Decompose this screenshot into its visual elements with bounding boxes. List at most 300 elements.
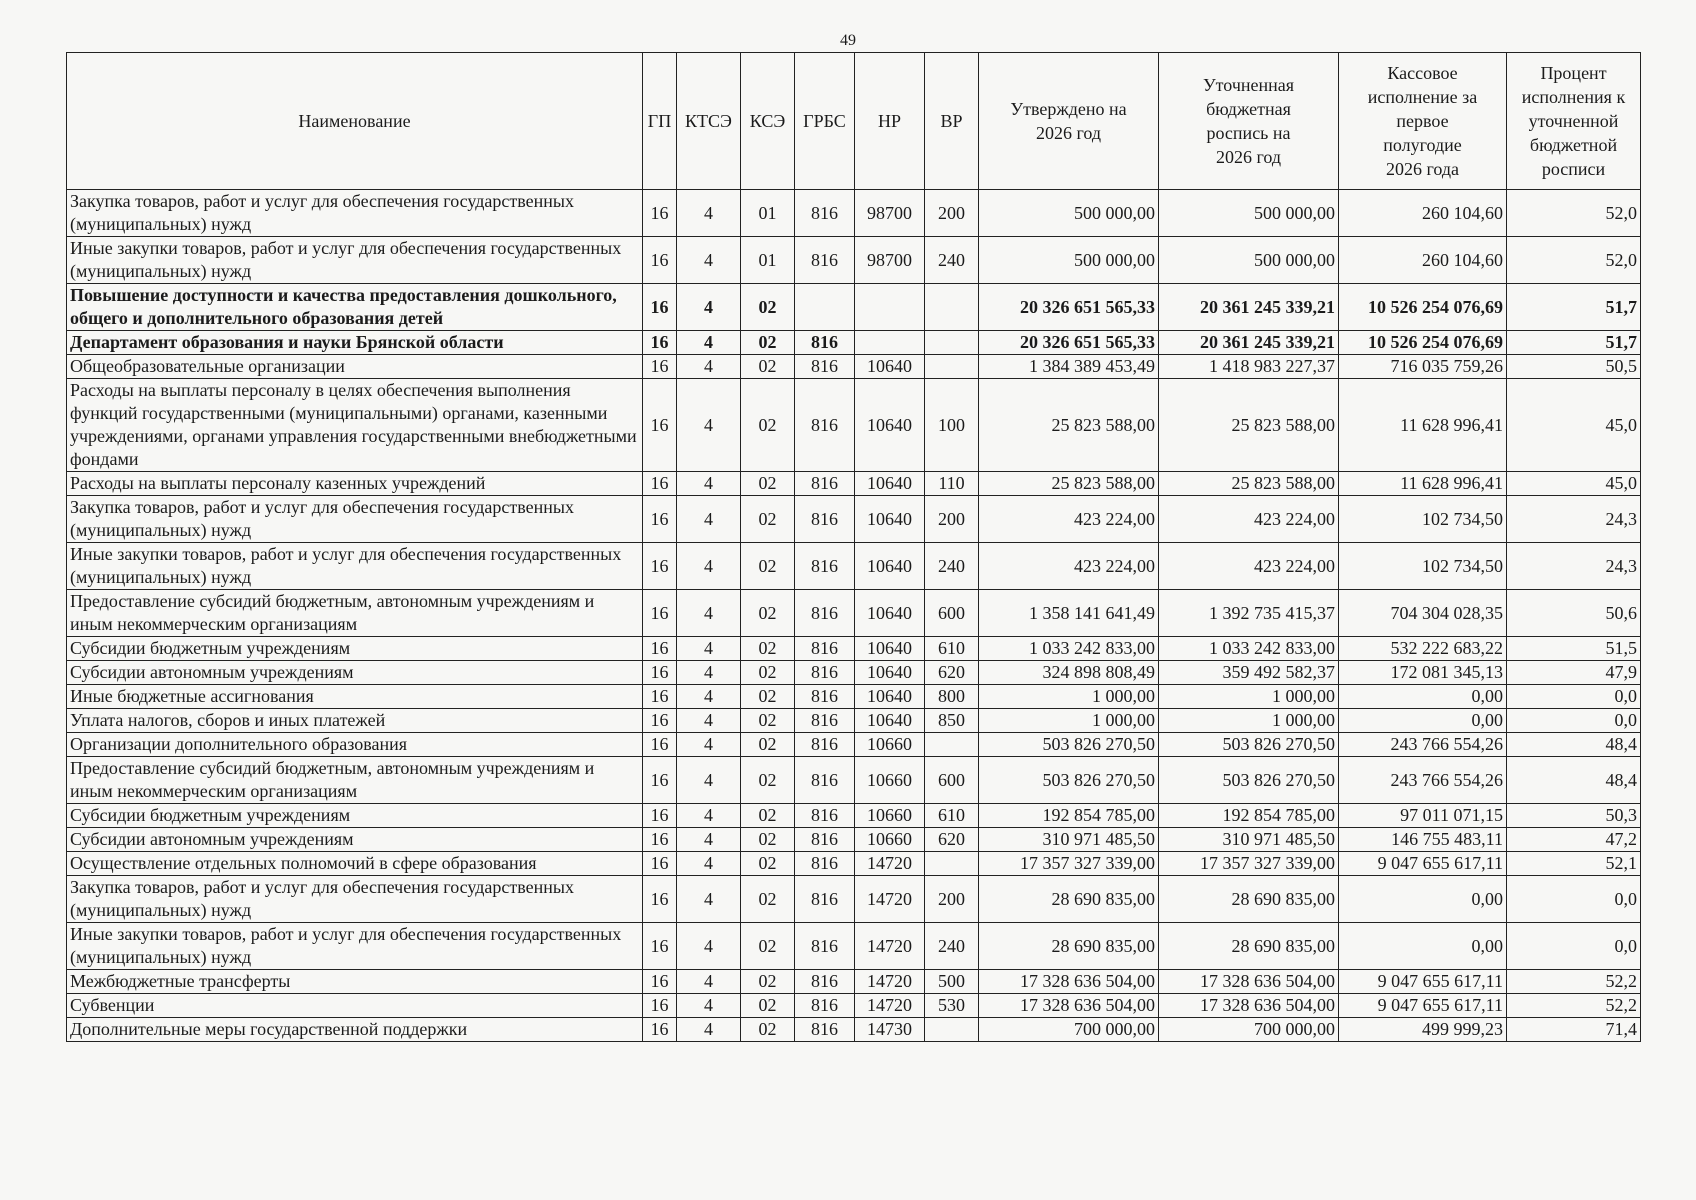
table-row bbox=[67, 496, 1641, 543]
table-row bbox=[67, 733, 1641, 757]
cell-name: Субсидии автономным учреждениям bbox=[67, 828, 643, 852]
table-row bbox=[67, 355, 1641, 379]
cell-grbs: 816 bbox=[795, 685, 855, 709]
cell-nr: 10640 bbox=[855, 379, 925, 472]
cell-grbs: 816 bbox=[795, 828, 855, 852]
cell-nr: 14720 bbox=[855, 876, 925, 923]
cell-cash: 9 047 655 617,11 bbox=[1339, 994, 1507, 1018]
cell-refined: 500 000,00 bbox=[1159, 190, 1339, 237]
cell-name: Повышение доступности и качества предоставления дошкольного, общего и дополнительного образования детей bbox=[67, 284, 643, 331]
cell-refined: 17 328 636 504,00 bbox=[1159, 994, 1339, 1018]
header-grbs: ГРБС bbox=[795, 53, 855, 190]
cell-gp: 16 bbox=[643, 379, 677, 472]
cell-approved: 25 823 588,00 bbox=[979, 379, 1159, 472]
cell-grbs: 816 bbox=[795, 661, 855, 685]
cell-percent: 52,0 bbox=[1507, 190, 1641, 237]
cell-gp: 16 bbox=[643, 970, 677, 994]
cell-kse: 02 bbox=[741, 994, 795, 1018]
cell-grbs: 816 bbox=[795, 923, 855, 970]
cell-gp: 16 bbox=[643, 828, 677, 852]
cell-refined: 423 224,00 bbox=[1159, 543, 1339, 590]
cell-vr: 600 bbox=[925, 590, 979, 637]
cell-nr: 14720 bbox=[855, 970, 925, 994]
cell-refined: 28 690 835,00 bbox=[1159, 923, 1339, 970]
cell-name: Субсидии автономным учреждениям bbox=[67, 661, 643, 685]
cell-cash: 0,00 bbox=[1339, 876, 1507, 923]
cell-name: Предоставление субсидий бюджетным, автономным учреждениям и иным некоммерческим организациям bbox=[67, 757, 643, 804]
cell-kse: 02 bbox=[741, 590, 795, 637]
cell-cash: 11 628 996,41 bbox=[1339, 472, 1507, 496]
cell-ktse: 4 bbox=[677, 685, 741, 709]
cell-nr: 10640 bbox=[855, 543, 925, 590]
cell-refined: 25 823 588,00 bbox=[1159, 379, 1339, 472]
cell-name: Закупка товаров, работ и услуг для обеспечения государственных (муниципальных) нужд bbox=[67, 876, 643, 923]
cell-kse: 01 bbox=[741, 237, 795, 284]
cell-gp: 16 bbox=[643, 733, 677, 757]
cell-nr: 10660 bbox=[855, 828, 925, 852]
cell-nr: 10640 bbox=[855, 472, 925, 496]
cell-ktse: 4 bbox=[677, 284, 741, 331]
cell-ktse: 4 bbox=[677, 190, 741, 237]
cell-percent: 50,3 bbox=[1507, 804, 1641, 828]
header-ktse: КТСЭ bbox=[677, 53, 741, 190]
cell-ktse: 4 bbox=[677, 1018, 741, 1042]
table-row bbox=[67, 284, 1641, 331]
cell-ktse: 4 bbox=[677, 757, 741, 804]
cell-kse: 02 bbox=[741, 496, 795, 543]
cell-ktse: 4 bbox=[677, 828, 741, 852]
cell-percent: 24,3 bbox=[1507, 496, 1641, 543]
cell-vr: 200 bbox=[925, 876, 979, 923]
table-body bbox=[67, 190, 1641, 1042]
cell-percent: 52,2 bbox=[1507, 994, 1641, 1018]
cell-kse: 01 bbox=[741, 190, 795, 237]
cell-percent: 45,0 bbox=[1507, 379, 1641, 472]
cell-nr: 10640 bbox=[855, 637, 925, 661]
cell-approved: 500 000,00 bbox=[979, 237, 1159, 284]
cell-approved: 17 328 636 504,00 bbox=[979, 970, 1159, 994]
cell-grbs: 816 bbox=[795, 496, 855, 543]
cell-percent: 48,4 bbox=[1507, 733, 1641, 757]
cell-percent: 48,4 bbox=[1507, 757, 1641, 804]
table-row bbox=[67, 685, 1641, 709]
cell-percent: 71,4 bbox=[1507, 1018, 1641, 1042]
cell-gp: 16 bbox=[643, 190, 677, 237]
table-row bbox=[67, 709, 1641, 733]
cell-refined: 20 361 245 339,21 bbox=[1159, 331, 1339, 355]
cell-nr: 10640 bbox=[855, 496, 925, 543]
cell-vr bbox=[925, 733, 979, 757]
cell-kse: 02 bbox=[741, 637, 795, 661]
cell-gp: 16 bbox=[643, 472, 677, 496]
cell-percent: 47,2 bbox=[1507, 828, 1641, 852]
cell-nr: 14730 bbox=[855, 1018, 925, 1042]
cell-nr: 10640 bbox=[855, 590, 925, 637]
cell-cash: 97 011 071,15 bbox=[1339, 804, 1507, 828]
cell-kse: 02 bbox=[741, 852, 795, 876]
cell-ktse: 4 bbox=[677, 804, 741, 828]
cell-name: Субсидии бюджетным учреждениям bbox=[67, 637, 643, 661]
cell-kse: 02 bbox=[741, 331, 795, 355]
cell-nr: 10660 bbox=[855, 757, 925, 804]
cell-vr: 500 bbox=[925, 970, 979, 994]
cell-approved: 310 971 485,50 bbox=[979, 828, 1159, 852]
cell-refined: 1 000,00 bbox=[1159, 709, 1339, 733]
cell-approved: 700 000,00 bbox=[979, 1018, 1159, 1042]
cell-grbs: 816 bbox=[795, 804, 855, 828]
table-row bbox=[67, 1018, 1641, 1042]
cell-cash: 243 766 554,26 bbox=[1339, 733, 1507, 757]
cell-vr: 800 bbox=[925, 685, 979, 709]
cell-vr: 530 bbox=[925, 994, 979, 1018]
cell-vr: 200 bbox=[925, 496, 979, 543]
cell-ktse: 4 bbox=[677, 331, 741, 355]
cell-kse: 02 bbox=[741, 284, 795, 331]
cell-approved: 17 328 636 504,00 bbox=[979, 994, 1159, 1018]
cell-gp: 16 bbox=[643, 661, 677, 685]
cell-cash: 260 104,60 bbox=[1339, 190, 1507, 237]
cell-gp: 16 bbox=[643, 284, 677, 331]
cell-refined: 17 328 636 504,00 bbox=[1159, 970, 1339, 994]
cell-nr: 14720 bbox=[855, 923, 925, 970]
cell-name: Закупка товаров, работ и услуг для обеспечения государственных (муниципальных) нужд bbox=[67, 190, 643, 237]
cell-ktse: 4 bbox=[677, 733, 741, 757]
cell-nr: 14720 bbox=[855, 994, 925, 1018]
cell-percent: 47,9 bbox=[1507, 661, 1641, 685]
cell-cash: 9 047 655 617,11 bbox=[1339, 970, 1507, 994]
cell-grbs: 816 bbox=[795, 852, 855, 876]
table-row bbox=[67, 876, 1641, 923]
table-row bbox=[67, 828, 1641, 852]
cell-kse: 02 bbox=[741, 804, 795, 828]
cell-cash: 260 104,60 bbox=[1339, 237, 1507, 284]
cell-refined: 1 000,00 bbox=[1159, 685, 1339, 709]
cell-ktse: 4 bbox=[677, 661, 741, 685]
cell-gp: 16 bbox=[643, 543, 677, 590]
cell-grbs: 816 bbox=[795, 237, 855, 284]
cell-vr: 200 bbox=[925, 190, 979, 237]
cell-gp: 16 bbox=[643, 876, 677, 923]
cell-approved: 1 033 242 833,00 bbox=[979, 637, 1159, 661]
cell-percent: 52,0 bbox=[1507, 237, 1641, 284]
header-name: Наименование bbox=[67, 53, 643, 190]
cell-vr: 620 bbox=[925, 661, 979, 685]
cell-ktse: 4 bbox=[677, 852, 741, 876]
page-number: 49 bbox=[840, 32, 856, 49]
table-row bbox=[67, 757, 1641, 804]
cell-approved: 503 826 270,50 bbox=[979, 757, 1159, 804]
cell-vr bbox=[925, 852, 979, 876]
cell-percent: 52,1 bbox=[1507, 852, 1641, 876]
cell-grbs: 816 bbox=[795, 543, 855, 590]
header-kse: КСЭ bbox=[741, 53, 795, 190]
cell-grbs: 816 bbox=[795, 472, 855, 496]
cell-approved: 324 898 808,49 bbox=[979, 661, 1159, 685]
cell-kse: 02 bbox=[741, 828, 795, 852]
cell-percent: 51,7 bbox=[1507, 331, 1641, 355]
cell-name: Закупка товаров, работ и услуг для обеспечения государственных (муниципальных) нужд bbox=[67, 496, 643, 543]
cell-grbs: 816 bbox=[795, 190, 855, 237]
cell-grbs: 816 bbox=[795, 876, 855, 923]
cell-approved: 1 384 389 453,49 bbox=[979, 355, 1159, 379]
cell-kse: 02 bbox=[741, 472, 795, 496]
cell-nr: 98700 bbox=[855, 237, 925, 284]
cell-refined: 700 000,00 bbox=[1159, 1018, 1339, 1042]
cell-cash: 0,00 bbox=[1339, 685, 1507, 709]
cell-grbs: 816 bbox=[795, 994, 855, 1018]
cell-name: Расходы на выплаты персоналу казенных учреждений bbox=[67, 472, 643, 496]
cell-cash: 716 035 759,26 bbox=[1339, 355, 1507, 379]
cell-grbs: 816 bbox=[795, 1018, 855, 1042]
cell-cash: 146 755 483,11 bbox=[1339, 828, 1507, 852]
table-row bbox=[67, 852, 1641, 876]
cell-kse: 02 bbox=[741, 923, 795, 970]
cell-kse: 02 bbox=[741, 709, 795, 733]
cell-nr: 10640 bbox=[855, 661, 925, 685]
cell-kse: 02 bbox=[741, 733, 795, 757]
cell-percent: 52,2 bbox=[1507, 970, 1641, 994]
cell-kse: 02 bbox=[741, 543, 795, 590]
cell-approved: 423 224,00 bbox=[979, 496, 1159, 543]
cell-refined: 20 361 245 339,21 bbox=[1159, 284, 1339, 331]
cell-approved: 1 000,00 bbox=[979, 685, 1159, 709]
cell-cash: 704 304 028,35 bbox=[1339, 590, 1507, 637]
cell-ktse: 4 bbox=[677, 355, 741, 379]
cell-name: Иные закупки товаров, работ и услуг для обеспечения государственных (муниципальных) нужд bbox=[67, 923, 643, 970]
cell-nr: 10660 bbox=[855, 804, 925, 828]
table-row bbox=[67, 661, 1641, 685]
cell-refined: 423 224,00 bbox=[1159, 496, 1339, 543]
cell-kse: 02 bbox=[741, 970, 795, 994]
cell-vr: 240 bbox=[925, 543, 979, 590]
cell-vr: 240 bbox=[925, 237, 979, 284]
cell-refined: 17 357 327 339,00 bbox=[1159, 852, 1339, 876]
cell-percent: 50,6 bbox=[1507, 590, 1641, 637]
table-row bbox=[67, 970, 1641, 994]
cell-grbs: 816 bbox=[795, 355, 855, 379]
cell-vr: 600 bbox=[925, 757, 979, 804]
cell-nr: 14720 bbox=[855, 852, 925, 876]
cell-gp: 16 bbox=[643, 496, 677, 543]
table-row bbox=[67, 472, 1641, 496]
cell-ktse: 4 bbox=[677, 876, 741, 923]
cell-grbs: 816 bbox=[795, 709, 855, 733]
cell-refined: 500 000,00 bbox=[1159, 237, 1339, 284]
cell-grbs: 816 bbox=[795, 970, 855, 994]
cell-gp: 16 bbox=[643, 685, 677, 709]
budget-execution-table bbox=[66, 52, 1641, 1042]
cell-vr bbox=[925, 284, 979, 331]
cell-name: Общеобразовательные организации bbox=[67, 355, 643, 379]
cell-vr: 620 bbox=[925, 828, 979, 852]
cell-vr bbox=[925, 331, 979, 355]
cell-vr bbox=[925, 1018, 979, 1042]
cell-cash: 0,00 bbox=[1339, 923, 1507, 970]
cell-cash: 102 734,50 bbox=[1339, 543, 1507, 590]
cell-refined: 359 492 582,37 bbox=[1159, 661, 1339, 685]
cell-name: Организации дополнительного образования bbox=[67, 733, 643, 757]
cell-cash: 10 526 254 076,69 bbox=[1339, 284, 1507, 331]
table-row bbox=[67, 994, 1641, 1018]
table-row bbox=[67, 331, 1641, 355]
cell-name: Субсидии бюджетным учреждениям bbox=[67, 804, 643, 828]
cell-ktse: 4 bbox=[677, 637, 741, 661]
cell-percent: 0,0 bbox=[1507, 876, 1641, 923]
table-row bbox=[67, 590, 1641, 637]
cell-ktse: 4 bbox=[677, 590, 741, 637]
cell-approved: 28 690 835,00 bbox=[979, 923, 1159, 970]
cell-approved: 28 690 835,00 bbox=[979, 876, 1159, 923]
cell-cash: 9 047 655 617,11 bbox=[1339, 852, 1507, 876]
cell-name: Департамент образования и науки Брянской области bbox=[67, 331, 643, 355]
cell-refined: 503 826 270,50 bbox=[1159, 733, 1339, 757]
cell-kse: 02 bbox=[741, 757, 795, 804]
cell-percent: 0,0 bbox=[1507, 923, 1641, 970]
table-row bbox=[67, 379, 1641, 472]
cell-grbs: 816 bbox=[795, 379, 855, 472]
cell-gp: 16 bbox=[643, 923, 677, 970]
header-gp: ГП bbox=[643, 53, 677, 190]
cell-approved: 192 854 785,00 bbox=[979, 804, 1159, 828]
cell-approved: 423 224,00 bbox=[979, 543, 1159, 590]
cell-percent: 51,7 bbox=[1507, 284, 1641, 331]
cell-vr: 100 bbox=[925, 379, 979, 472]
cell-grbs: 816 bbox=[795, 637, 855, 661]
cell-approved: 1 000,00 bbox=[979, 709, 1159, 733]
cell-grbs: 816 bbox=[795, 757, 855, 804]
cell-cash: 499 999,23 bbox=[1339, 1018, 1507, 1042]
cell-kse: 02 bbox=[741, 685, 795, 709]
cell-name: Дополнительные меры государственной поддержки bbox=[67, 1018, 643, 1042]
cell-name: Межбюджетные трансферты bbox=[67, 970, 643, 994]
cell-percent: 0,0 bbox=[1507, 685, 1641, 709]
cell-kse: 02 bbox=[741, 1018, 795, 1042]
cell-cash: 10 526 254 076,69 bbox=[1339, 331, 1507, 355]
cell-nr: 10660 bbox=[855, 733, 925, 757]
cell-approved: 503 826 270,50 bbox=[979, 733, 1159, 757]
cell-cash: 243 766 554,26 bbox=[1339, 757, 1507, 804]
cell-cash: 172 081 345,13 bbox=[1339, 661, 1507, 685]
cell-gp: 16 bbox=[643, 994, 677, 1018]
cell-gp: 16 bbox=[643, 355, 677, 379]
cell-approved: 20 326 651 565,33 bbox=[979, 331, 1159, 355]
cell-nr: 10640 bbox=[855, 355, 925, 379]
cell-kse: 02 bbox=[741, 379, 795, 472]
cell-nr: 10640 bbox=[855, 709, 925, 733]
cell-ktse: 4 bbox=[677, 543, 741, 590]
cell-percent: 51,5 bbox=[1507, 637, 1641, 661]
cell-percent: 50,5 bbox=[1507, 355, 1641, 379]
cell-vr bbox=[925, 355, 979, 379]
cell-nr bbox=[855, 331, 925, 355]
cell-approved: 500 000,00 bbox=[979, 190, 1159, 237]
cell-kse: 02 bbox=[741, 876, 795, 923]
cell-nr bbox=[855, 284, 925, 331]
cell-name: Иные закупки товаров, работ и услуг для обеспечения государственных (муниципальных) нужд bbox=[67, 237, 643, 284]
cell-name: Предоставление субсидий бюджетным, автономным учреждениям и иным некоммерческим организациям bbox=[67, 590, 643, 637]
table-row bbox=[67, 543, 1641, 590]
cell-name: Субвенции bbox=[67, 994, 643, 1018]
cell-refined: 1 392 735 415,37 bbox=[1159, 590, 1339, 637]
cell-refined: 310 971 485,50 bbox=[1159, 828, 1339, 852]
cell-percent: 0,0 bbox=[1507, 709, 1641, 733]
cell-kse: 02 bbox=[741, 661, 795, 685]
cell-percent: 45,0 bbox=[1507, 472, 1641, 496]
cell-grbs: 816 bbox=[795, 733, 855, 757]
cell-refined: 1 033 242 833,00 bbox=[1159, 637, 1339, 661]
cell-gp: 16 bbox=[643, 237, 677, 284]
cell-gp: 16 bbox=[643, 590, 677, 637]
cell-vr: 850 bbox=[925, 709, 979, 733]
cell-vr: 610 bbox=[925, 637, 979, 661]
cell-cash: 11 628 996,41 bbox=[1339, 379, 1507, 472]
cell-name: Расходы на выплаты персоналу в целях обеспечения выполнения функций государственными (муниципальными) органами, казенными учреждениями, органами управления государственными внебюджетными фондами bbox=[67, 379, 643, 472]
cell-vr: 610 bbox=[925, 804, 979, 828]
cell-grbs bbox=[795, 284, 855, 331]
header-vr: ВР bbox=[925, 53, 979, 190]
cell-percent: 24,3 bbox=[1507, 543, 1641, 590]
header-refined: Уточненная бюджетная роспись на 2026 год bbox=[1159, 53, 1339, 190]
cell-gp: 16 bbox=[643, 637, 677, 661]
cell-approved: 17 357 327 339,00 bbox=[979, 852, 1159, 876]
cell-ktse: 4 bbox=[677, 237, 741, 284]
cell-grbs: 816 bbox=[795, 590, 855, 637]
cell-ktse: 4 bbox=[677, 709, 741, 733]
cell-vr: 110 bbox=[925, 472, 979, 496]
cell-gp: 16 bbox=[643, 1018, 677, 1042]
table-row bbox=[67, 237, 1641, 284]
table-row bbox=[67, 637, 1641, 661]
header-cash: Кассовое исполнение за первое полугодие 2026 года bbox=[1339, 53, 1507, 190]
cell-nr: 10640 bbox=[855, 685, 925, 709]
cell-cash: 102 734,50 bbox=[1339, 496, 1507, 543]
cell-cash: 532 222 683,22 bbox=[1339, 637, 1507, 661]
cell-kse: 02 bbox=[741, 355, 795, 379]
cell-ktse: 4 bbox=[677, 923, 741, 970]
cell-gp: 16 bbox=[643, 852, 677, 876]
cell-gp: 16 bbox=[643, 331, 677, 355]
cell-ktse: 4 bbox=[677, 472, 741, 496]
cell-grbs: 816 bbox=[795, 331, 855, 355]
table-header-row bbox=[67, 53, 1641, 190]
cell-name: Уплата налогов, сборов и иных платежей bbox=[67, 709, 643, 733]
cell-gp: 16 bbox=[643, 709, 677, 733]
cell-refined: 503 826 270,50 bbox=[1159, 757, 1339, 804]
cell-refined: 25 823 588,00 bbox=[1159, 472, 1339, 496]
cell-vr: 240 bbox=[925, 923, 979, 970]
cell-approved: 20 326 651 565,33 bbox=[979, 284, 1159, 331]
cell-ktse: 4 bbox=[677, 496, 741, 543]
cell-refined: 192 854 785,00 bbox=[1159, 804, 1339, 828]
cell-gp: 16 bbox=[643, 757, 677, 804]
cell-nr: 98700 bbox=[855, 190, 925, 237]
cell-ktse: 4 bbox=[677, 994, 741, 1018]
cell-approved: 25 823 588,00 bbox=[979, 472, 1159, 496]
cell-cash: 0,00 bbox=[1339, 709, 1507, 733]
table-row bbox=[67, 923, 1641, 970]
cell-name: Иные закупки товаров, работ и услуг для обеспечения государственных (муниципальных) нужд bbox=[67, 543, 643, 590]
header-approved: Утверждено на 2026 год bbox=[979, 53, 1159, 190]
table-row bbox=[67, 190, 1641, 237]
cell-refined: 1 418 983 227,37 bbox=[1159, 355, 1339, 379]
cell-ktse: 4 bbox=[677, 379, 741, 472]
header-nr: НР bbox=[855, 53, 925, 190]
cell-approved: 1 358 141 641,49 bbox=[979, 590, 1159, 637]
cell-ktse: 4 bbox=[677, 970, 741, 994]
header-percent: Процент исполнения к уточненной бюджетной росписи bbox=[1507, 53, 1641, 190]
cell-gp: 16 bbox=[643, 804, 677, 828]
cell-name: Иные бюджетные ассигнования bbox=[67, 685, 643, 709]
